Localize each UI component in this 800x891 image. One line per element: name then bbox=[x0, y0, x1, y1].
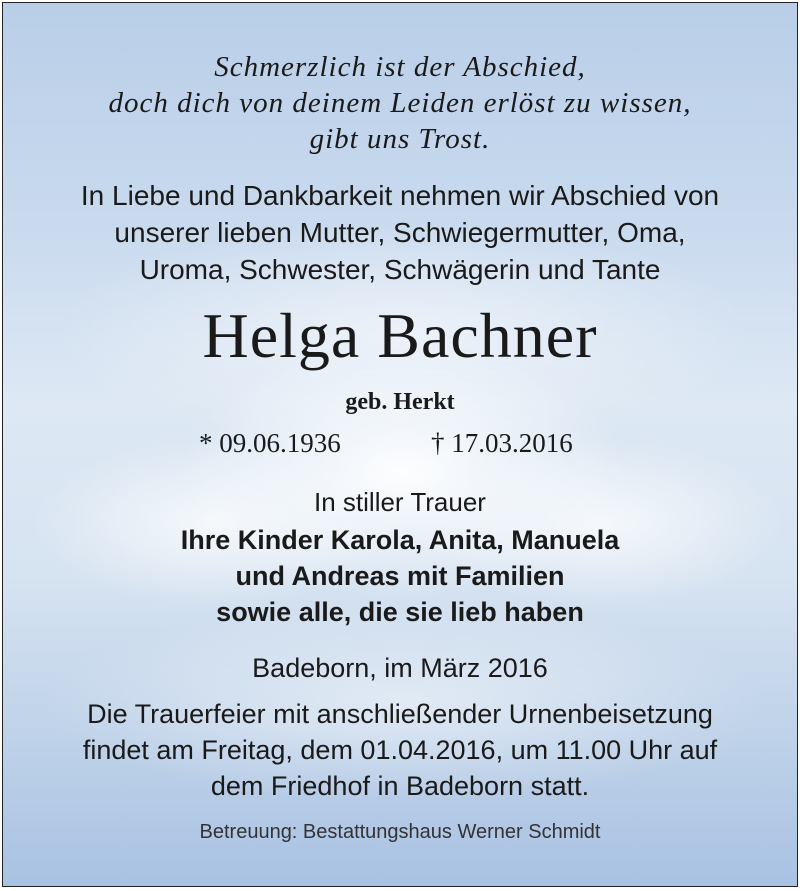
life-dates bbox=[3, 428, 797, 464]
quote-line-1: Schmerzlich ist der Abschied, bbox=[214, 51, 586, 83]
quote-line-3: gibt uns Trost. bbox=[309, 123, 491, 155]
birth-name: geb. Herkt bbox=[345, 389, 455, 415]
funeral-line-3: dem Friedhof in Badeborn statt. bbox=[210, 771, 590, 801]
quote-line-2: doch dich von deinem Leiden erlöst zu wissen, bbox=[108, 87, 692, 119]
intro-line-2: unserer lieben Mutter, Schwiegermutter, Oma, bbox=[114, 217, 686, 248]
mourners-line-1: Ihre Kinder Karola, Anita, Manuela bbox=[180, 525, 620, 555]
obituary-notice bbox=[2, 2, 798, 887]
funeral-line-2: findet am Freitag, dem 01.04.2016, um 11.00 Uhr auf bbox=[82, 735, 718, 765]
mourners-line-3: sowie alle, die sie lieb haben bbox=[216, 597, 584, 627]
place-date: Badeborn, im März 2016 bbox=[252, 653, 548, 683]
mourners-heading: In stiller Trauer bbox=[314, 487, 486, 517]
funeral-line-1: Die Trauerfeier mit anschließender Urnenbeisetzung bbox=[87, 699, 713, 729]
intro-line-3: Uroma, Schwester, Schwägerin und Tante bbox=[139, 254, 661, 285]
intro-line-1: In Liebe und Dankbarkeit nehmen wir Abschied von bbox=[80, 180, 720, 211]
funeral-home-credit: Betreuung: Bestattungshaus Werner Schmidt bbox=[199, 821, 601, 843]
mourners-line-2: und Andreas mit Familien bbox=[235, 561, 565, 591]
deceased-name: Helga Bachner bbox=[202, 300, 598, 371]
death-date: † 17.03.2016 bbox=[431, 428, 573, 458]
birth-date: * 09.06.1936 bbox=[199, 428, 341, 458]
